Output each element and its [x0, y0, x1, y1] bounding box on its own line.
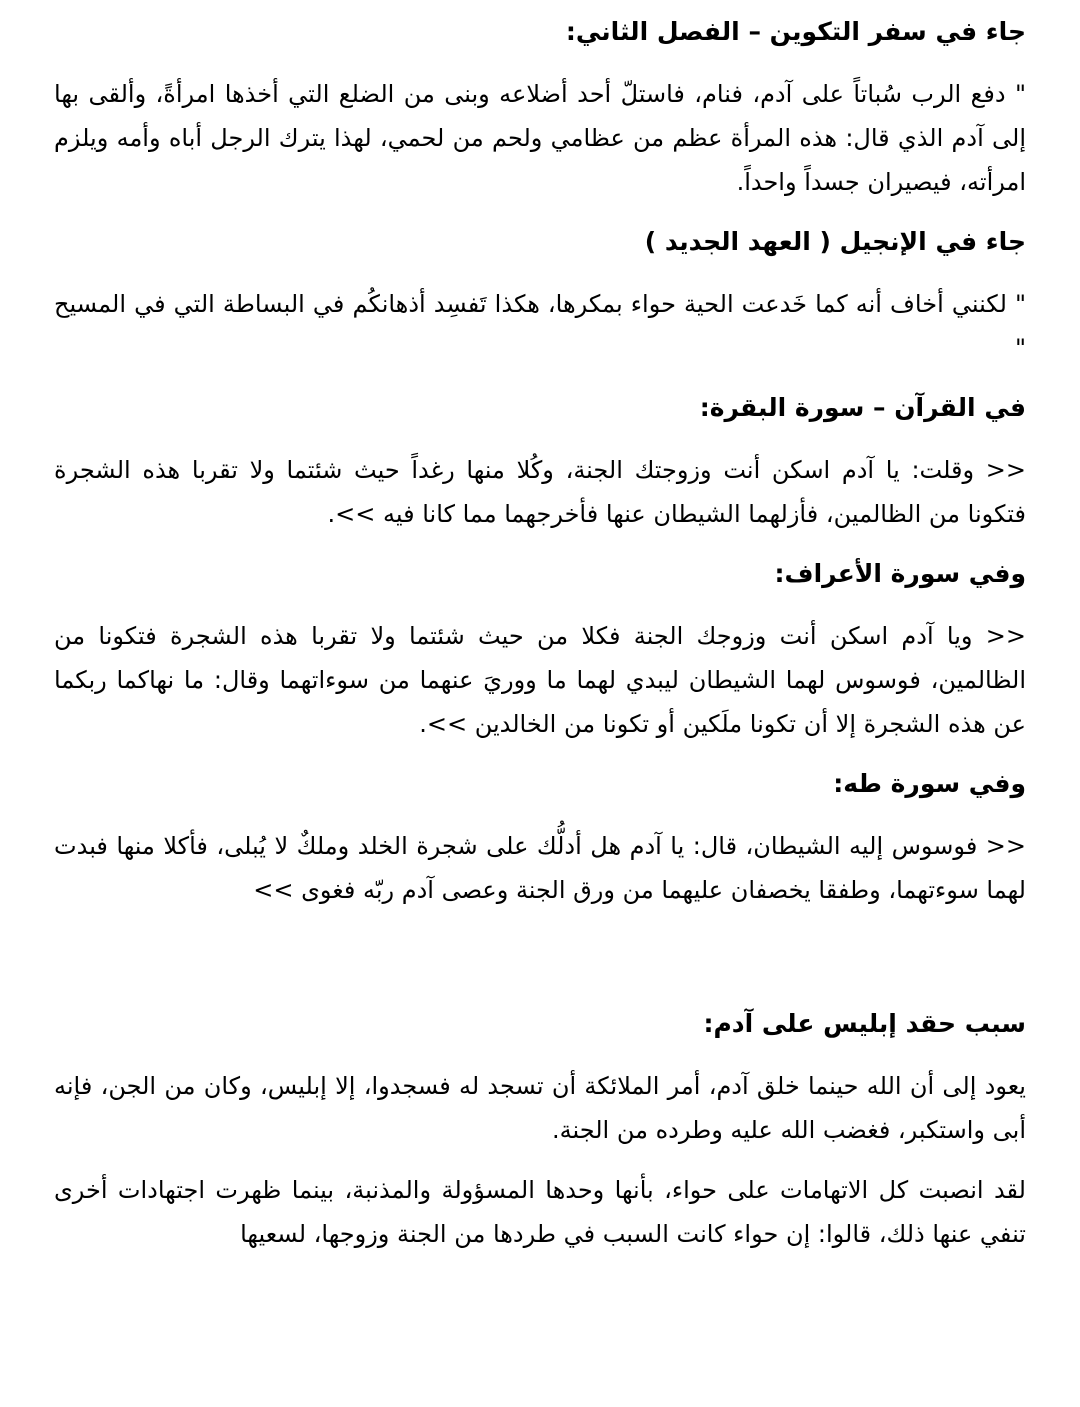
- section-paragraph: << فوسوس إليه الشيطان، قال: يا آدم هل أدلُّك على شجرة الخلد وملكٌ لا يُبلى، فأكلا منها فبدت لهما سوءتهما، وطفقا يخصفان عليهما من ورق الجنة وعصى آدم ربّه فغوى >>: [54, 832, 1026, 904]
- section-quran-taha: [54, 762, 1026, 912]
- section-genesis: [54, 10, 1026, 204]
- section-heading: جاء في سفر التكوين – الفصل الثاني:: [565, 17, 1026, 46]
- section-gap: [54, 928, 1026, 1002]
- section-new-testament: [54, 220, 1026, 370]
- section-heading: وفي سورة طه:: [833, 769, 1026, 798]
- section-heading: جاء في الإنجيل ( العهد الجديد ): [644, 227, 1026, 256]
- section-quran-araf: [54, 552, 1026, 746]
- section-paragraph: " دفع الرب سُباتاً على آدم، فنام، فاستلّ أحد أضلاعه وبنى من الضلع التي أخذها امرأةً، وألقى بها إلى آدم الذي قال: هذه المرأة عظم من عظامي ولحم من لحمي، لهذا يترك الرجل أباه وأمه ويلزم امرأته، فيصيران جسداً واحداً.: [54, 80, 1026, 196]
- section-heading: في القرآن – سورة البقرة:: [699, 393, 1026, 422]
- section-iblis-grudge: [54, 1002, 1026, 1256]
- section-paragraph: لقد انصبت كل الاتهامات على حواء، بأنها وحدها المسؤولة والمذنبة، بينما ظهرت اجتهادات أخرى تنفي عنها ذلك، قالوا: إن حواء كانت السبب في طردها من الجنة وزوجها، لسعيها: [54, 1176, 1026, 1248]
- section-heading: وفي سورة الأعراف:: [774, 559, 1026, 588]
- section-heading: سبب حقد إبليس على آدم:: [703, 1009, 1026, 1038]
- section-paragraph: يعود إلى أن الله حينما خلق آدم، أمر الملائكة أن تسجد له فسجدوا، إلا إبليس، وكان من الجن، فإنه أبى واستكبر، فغضب الله عليه وطرده من الجنة.: [54, 1072, 1026, 1144]
- section-paragraph: << ويا آدم اسكن أنت وزوجك الجنة فكلا من حيث شئتما ولا تقربا هذه الشجرة فتكونا من الظالمين، فوسوس لهما الشيطان ليبدي لهما ما ووريَ عنهما من سوءاتهما وقال: ما نهاكما ربكما عن هذه الشجرة إلا أن تكونا ملَكين أو تكونا من الخالدين >>.: [54, 622, 1026, 738]
- section-paragraph: " لكنني أخاف أنه كما خَدعت الحية حواء بمكرها، هكذا تَفسِد أذهانكُم في البساطة التي في المسيح ": [54, 290, 1026, 362]
- section-paragraph: << وقلت: يا آدم اسكن أنت وزوجتك الجنة، وكُلا منها رغداً حيث شئتما ولا تقربا هذه الشجرة فتكونا من الظالمين، فأزلهما الشيطان عنها فأخرجهما مما كانا فيه >>.: [54, 456, 1026, 528]
- section-quran-baqara: [54, 386, 1026, 536]
